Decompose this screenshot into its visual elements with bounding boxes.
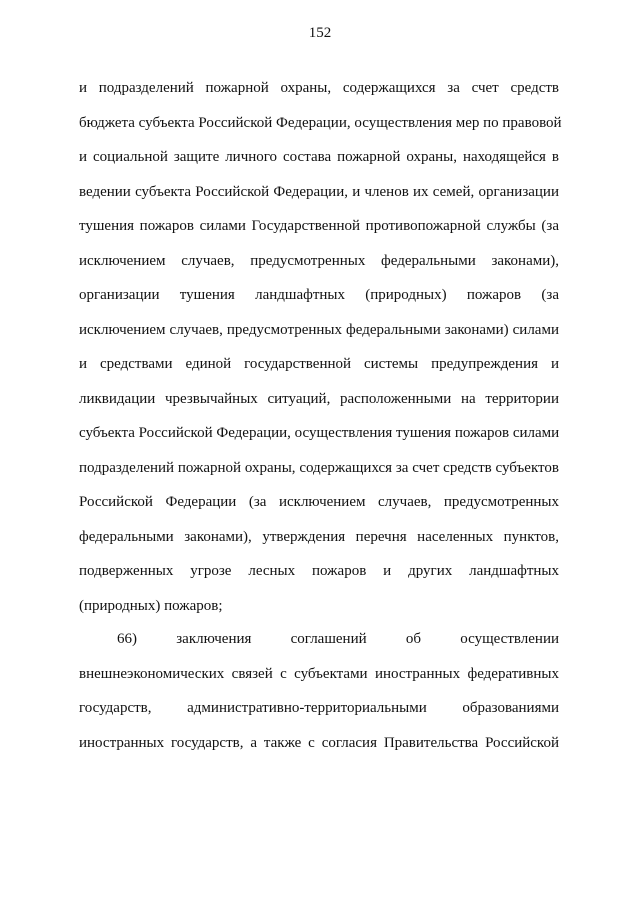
- text-line: ведении субъекта Российской Федерации, и членов их семей, организации: [79, 183, 559, 200]
- text-line: подразделений пожарной охраны, содержащихся за счет средств субъектов: [79, 459, 559, 476]
- page-number: 152: [308, 25, 332, 41]
- text-line: ликвидации чрезвычайных ситуаций, расположенными на территории: [79, 390, 559, 407]
- text-line: субъекта Российской Федерации, осуществления тушения пожаров силами: [79, 425, 560, 441]
- text-line: организации тушения ландшафтных (природных) пожаров (за: [79, 287, 559, 303]
- text-line: и социальной защите личного состава пожарной охраны, находящейся в: [79, 149, 559, 165]
- paragraph-fire-protection: [79, 78, 562, 630]
- text-line: 66) заключения соглашений об осуществлении: [117, 631, 559, 647]
- text-line: подверженных угрозе лесных пожаров и других ландшафтных: [79, 563, 559, 579]
- text-line: тушения пожаров силами Государственной противопожарной службы (за: [79, 218, 559, 234]
- text-line: исключением случаев, предусмотренных федеральными законами),: [79, 252, 559, 269]
- text-line: иностранных государств, а также с согласия Правительства Российской: [79, 734, 559, 751]
- text-line: государств, административно-территориальными образованиями: [79, 700, 559, 716]
- paragraph-item-66: [79, 629, 559, 767]
- text-line: исключением случаев, предусмотренных федеральными законами) силами: [79, 321, 559, 338]
- text-line: внешнеэкономических связей с субъектами иностранных федеративных: [79, 665, 559, 682]
- text-line: бюджета субъекта Российской Федерации, осуществления мер по правовой: [79, 114, 562, 131]
- text-line: федеральными законами), утверждения перечня населенных пунктов,: [79, 528, 559, 545]
- text-line: Российской Федерации (за исключением случаев, предусмотренных: [79, 494, 559, 510]
- text-line: (природных) пожаров;: [79, 597, 223, 614]
- text-line: и средствами единой государственной системы предупреждения и: [79, 356, 559, 372]
- text-line: и подразделений пожарной охраны, содержащихся за счет средств: [79, 80, 559, 96]
